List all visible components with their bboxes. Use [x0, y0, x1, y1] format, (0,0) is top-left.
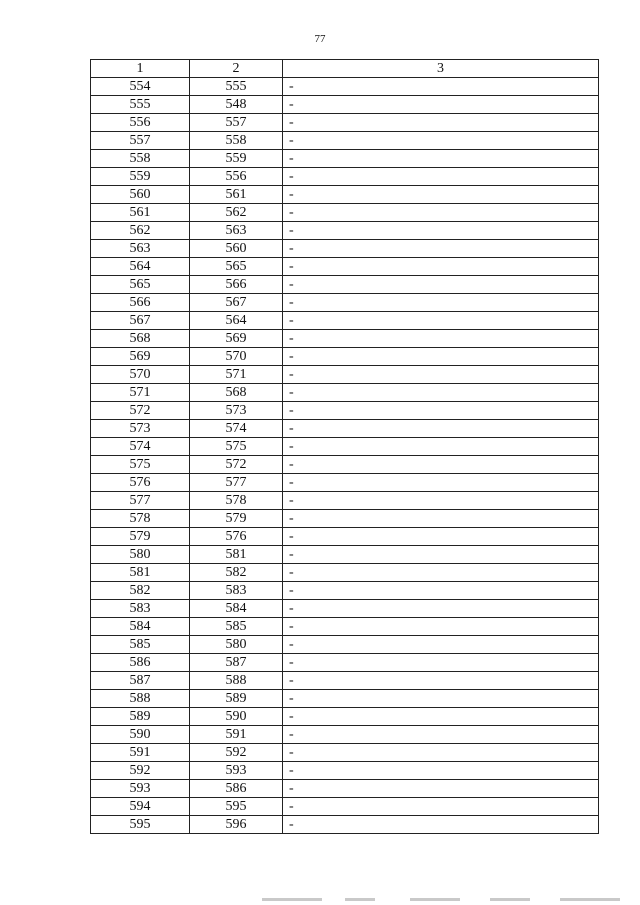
table-cell-col3: - [283, 330, 599, 348]
table-cell-col1: 568 [91, 330, 190, 348]
table-row [91, 240, 599, 258]
table-row [91, 654, 599, 672]
table-cell-col2: 565 [190, 258, 283, 276]
footer-scan-mark [490, 898, 530, 901]
table-row [91, 132, 599, 150]
table-row [91, 780, 599, 798]
table-cell-col2: 557 [190, 114, 283, 132]
table-cell-col3: - [283, 222, 599, 240]
table-cell-col3: - [283, 168, 599, 186]
table-cell-col1: 569 [91, 348, 190, 366]
table-cell-col3: - [283, 636, 599, 654]
table-cell-col1: 561 [91, 204, 190, 222]
table-cell-col1: 559 [91, 168, 190, 186]
table-row [91, 150, 599, 168]
table-cell-col3: - [283, 564, 599, 582]
table-row [91, 186, 599, 204]
table-cell-col3: - [283, 708, 599, 726]
table-cell-col1: 577 [91, 492, 190, 510]
table-cell-col1: 585 [91, 636, 190, 654]
table-row [91, 420, 599, 438]
table-cell-col1: 566 [91, 294, 190, 312]
table-row [91, 294, 599, 312]
table-row [91, 384, 599, 402]
table-cell-col2: 587 [190, 654, 283, 672]
table-cell-col1: 554 [91, 78, 190, 96]
table-cell-col3: - [283, 114, 599, 132]
table-cell-col1: 580 [91, 546, 190, 564]
table-cell-col1: 557 [91, 132, 190, 150]
table-cell-col3: - [283, 690, 599, 708]
table-row [91, 582, 599, 600]
table-cell-col3: - [283, 348, 599, 366]
table-row [91, 690, 599, 708]
table-cell-col1: 555 [91, 96, 190, 114]
table-row [91, 510, 599, 528]
footer-scan-mark [262, 898, 322, 901]
table-cell-col3: - [283, 240, 599, 258]
table-row [91, 222, 599, 240]
table-cell-col3: - [283, 780, 599, 798]
table-row [91, 402, 599, 420]
table-cell-col1: 574 [91, 438, 190, 456]
table-cell-col2: 588 [190, 672, 283, 690]
header-cell-1: 1 [91, 60, 190, 78]
table-row [91, 600, 599, 618]
table-cell-col3: - [283, 762, 599, 780]
table-cell-col2: 593 [190, 762, 283, 780]
table-cell-col1: 567 [91, 312, 190, 330]
table-cell-col3: - [283, 384, 599, 402]
data-table [90, 59, 599, 834]
table-cell-col2: 581 [190, 546, 283, 564]
table-cell-col2: 585 [190, 618, 283, 636]
table-cell-col2: 555 [190, 78, 283, 96]
table-cell-col1: 576 [91, 474, 190, 492]
table-cell-col3: - [283, 816, 599, 834]
table-cell-col3: - [283, 744, 599, 762]
table-cell-col1: 586 [91, 654, 190, 672]
table-cell-col1: 571 [91, 384, 190, 402]
table-row [91, 474, 599, 492]
table-cell-col1: 581 [91, 564, 190, 582]
table-cell-col3: - [283, 726, 599, 744]
table-cell-col2: 584 [190, 600, 283, 618]
header-cell-3: 3 [283, 60, 599, 78]
table-cell-col3: - [283, 132, 599, 150]
table-cell-col2: 560 [190, 240, 283, 258]
table-cell-col2: 583 [190, 582, 283, 600]
table-cell-col3: - [283, 276, 599, 294]
table-cell-col3: - [283, 672, 599, 690]
table-cell-col1: 573 [91, 420, 190, 438]
table-cell-col3: - [283, 456, 599, 474]
table-row [91, 726, 599, 744]
table-cell-col1: 583 [91, 600, 190, 618]
table-cell-col3: - [283, 78, 599, 96]
table-cell-col2: 572 [190, 456, 283, 474]
table-cell-col1: 587 [91, 672, 190, 690]
table-cell-col2: 571 [190, 366, 283, 384]
table-cell-col2: 575 [190, 438, 283, 456]
table-cell-col2: 558 [190, 132, 283, 150]
table-cell-col2: 596 [190, 816, 283, 834]
table-cell-col1: 591 [91, 744, 190, 762]
table-cell-col2: 574 [190, 420, 283, 438]
header-cell-2: 2 [190, 60, 283, 78]
table-row [91, 816, 599, 834]
table-row [91, 96, 599, 114]
table-cell-col2: 580 [190, 636, 283, 654]
table-row [91, 312, 599, 330]
table-cell-col1: 579 [91, 528, 190, 546]
table-cell-col2: 561 [190, 186, 283, 204]
table-row [91, 492, 599, 510]
footer-scan-mark [345, 898, 375, 901]
table-row [91, 456, 599, 474]
table-cell-col1: 594 [91, 798, 190, 816]
table-cell-col2: 591 [190, 726, 283, 744]
table-cell-col3: - [283, 420, 599, 438]
table-cell-col1: 563 [91, 240, 190, 258]
table-cell-col1: 578 [91, 510, 190, 528]
table-cell-col2: 577 [190, 474, 283, 492]
table-row [91, 636, 599, 654]
table-cell-col2: 556 [190, 168, 283, 186]
table-cell-col2: 567 [190, 294, 283, 312]
table-row [91, 618, 599, 636]
footer-scan-mark [560, 898, 620, 901]
table-cell-col1: 575 [91, 456, 190, 474]
table-row [91, 114, 599, 132]
table-cell-col2: 570 [190, 348, 283, 366]
page-number: 77 [314, 33, 326, 45]
table-cell-col2: 579 [190, 510, 283, 528]
table-cell-col2: 582 [190, 564, 283, 582]
table-row [91, 762, 599, 780]
table-row [91, 258, 599, 276]
table-cell-col1: 584 [91, 618, 190, 636]
table-cell-col1: 562 [91, 222, 190, 240]
table-row [91, 78, 599, 96]
table-body [91, 78, 599, 834]
table-cell-col1: 564 [91, 258, 190, 276]
table-row [91, 528, 599, 546]
table-cell-col1: 558 [91, 150, 190, 168]
table-cell-col1: 556 [91, 114, 190, 132]
table-row [91, 366, 599, 384]
table-cell-col1: 560 [91, 186, 190, 204]
table-cell-col2: 562 [190, 204, 283, 222]
table-cell-col2: 573 [190, 402, 283, 420]
table-row [91, 204, 599, 222]
table-cell-col3: - [283, 654, 599, 672]
table-cell-col3: - [283, 96, 599, 114]
table-cell-col3: - [283, 150, 599, 168]
table-cell-col3: - [283, 204, 599, 222]
table-cell-col2: 592 [190, 744, 283, 762]
table-row [91, 438, 599, 456]
table-row [91, 708, 599, 726]
table-row [91, 744, 599, 762]
table-cell-col1: 592 [91, 762, 190, 780]
table-row [91, 798, 599, 816]
table-cell-col1: 590 [91, 726, 190, 744]
table-cell-col2: 563 [190, 222, 283, 240]
table-row [91, 546, 599, 564]
table-cell-col3: - [283, 528, 599, 546]
table-header [91, 60, 599, 78]
table-cell-col1: 589 [91, 708, 190, 726]
table-cell-col1: 595 [91, 816, 190, 834]
table-cell-col3: - [283, 366, 599, 384]
table-cell-col3: - [283, 582, 599, 600]
table-cell-col3: - [283, 618, 599, 636]
table-cell-col2: 578 [190, 492, 283, 510]
table-cell-col2: 566 [190, 276, 283, 294]
table-cell-col2: 589 [190, 690, 283, 708]
table-cell-col3: - [283, 492, 599, 510]
table-cell-col1: 570 [91, 366, 190, 384]
table-cell-col2: 576 [190, 528, 283, 546]
table-cell-col3: - [283, 546, 599, 564]
header-row [91, 60, 599, 78]
table-cell-col2: 569 [190, 330, 283, 348]
table-row [91, 168, 599, 186]
table-cell-col3: - [283, 294, 599, 312]
table-cell-col3: - [283, 312, 599, 330]
table-cell-col3: - [283, 402, 599, 420]
table-cell-col1: 593 [91, 780, 190, 798]
table-cell-col2: 548 [190, 96, 283, 114]
table-cell-col2: 595 [190, 798, 283, 816]
table-cell-col1: 582 [91, 582, 190, 600]
table-cell-col2: 586 [190, 780, 283, 798]
table-row [91, 330, 599, 348]
table-cell-col3: - [283, 186, 599, 204]
table-row [91, 276, 599, 294]
table-cell-col3: - [283, 258, 599, 276]
table-row [91, 564, 599, 582]
table-cell-col1: 565 [91, 276, 190, 294]
table-cell-col3: - [283, 798, 599, 816]
table-cell-col2: 564 [190, 312, 283, 330]
table-row [91, 348, 599, 366]
table-cell-col1: 588 [91, 690, 190, 708]
table-cell-col3: - [283, 474, 599, 492]
table-cell-col2: 568 [190, 384, 283, 402]
footer-scan-mark [410, 898, 460, 901]
table-cell-col3: - [283, 438, 599, 456]
table-row [91, 672, 599, 690]
table-cell-col2: 590 [190, 708, 283, 726]
table-cell-col1: 572 [91, 402, 190, 420]
table-cell-col2: 559 [190, 150, 283, 168]
table-cell-col3: - [283, 600, 599, 618]
table-cell-col3: - [283, 510, 599, 528]
